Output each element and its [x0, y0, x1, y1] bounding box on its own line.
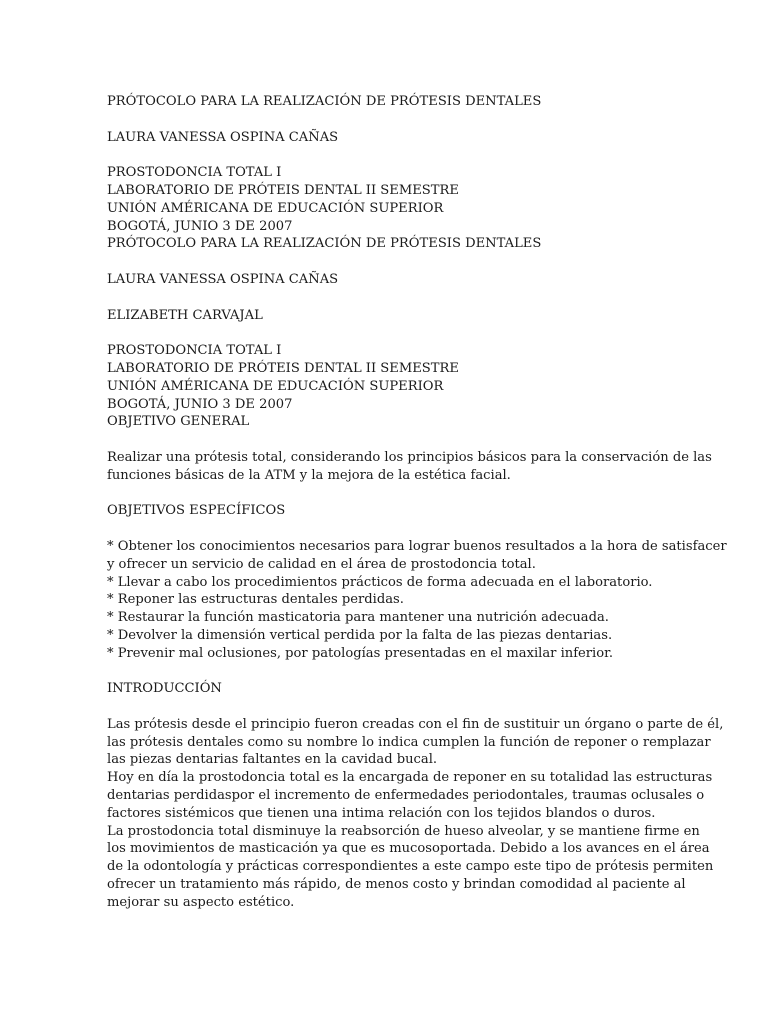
date-line: BOGOTÁ, JUNIO 3 DE 2007	[107, 218, 293, 234]
paragraph-line: factores sistémicos que tienen una intima relación con los tejidos blandos o duros.	[107, 805, 656, 821]
document-title-repeat: PRÓTOCOLO PARA LA REALIZACIÓN DE PRÓTESIS DENTALES	[107, 236, 542, 252]
course-name-repeat: PROSTODONCIA TOTAL I	[107, 343, 282, 359]
institution-name: UNIÓN AMÉRICANA DE EDUCACIÓN SUPERIOR	[107, 200, 444, 216]
paragraph-line: Las prótesis desde el principio fueron creadas con el fin de sustituir un órgano o parte de él,	[107, 716, 724, 732]
list-item: * Devolver la dimensión vertical perdida por la falta de las piezas dentarias.	[107, 627, 613, 643]
advisor-name: ELIZABETH CARVAJAL	[107, 307, 263, 323]
lab-name: LABORATORIO DE PRÓTEIS DENTAL II SEMESTRE	[107, 182, 459, 198]
paragraph-line: Hoy en día la prostodoncia total es la encargada de reponer en su totalidad las estructuras	[107, 770, 713, 786]
paragraph-line: las prótesis dentales como su nombre lo indica cumplen la función de reponer o remplazar	[107, 734, 711, 750]
header-block	[107, 93, 663, 431]
paragraph-line: ofrecer un tratamiento más rápido, de menos costo y brindan comodidad al paciente al	[107, 877, 686, 893]
paragraph-line: los movimientos de masticación ya que es mucosoportada. Debido a los avances en el área	[107, 841, 710, 857]
paragraph-line: las piezas dentarias faltantes en la cavidad bucal.	[107, 752, 438, 768]
list-item-continuation: y ofrecer un servicio de calidad en el área de prostodoncia total.	[107, 556, 536, 572]
document-title: PRÓTOCOLO PARA LA REALIZACIÓN DE PRÓTESIS DENTALES	[107, 94, 542, 109]
introduccion-paragraph	[107, 716, 724, 912]
institution-name-repeat: UNIÓN AMÉRICANA DE EDUCACIÓN SUPERIOR	[107, 378, 444, 394]
objetivo-general-paragraph	[107, 449, 712, 485]
paragraph-line: de la odontología y prácticas correspondientes a este campo este tipo de prótesis permiten	[107, 859, 714, 875]
author-name-repeat: LAURA VANESSA OSPINA CAÑAS	[107, 271, 339, 287]
paragraph-line: dentarias perdidaspor el incremento de enfermedades periodontales, traumas oclusales o	[107, 788, 705, 804]
document-body	[107, 93, 727, 912]
paragraph-line: Realizar una prótesis total, considerando los principios básicos para la conservación de las	[107, 449, 712, 465]
objetivos-especificos-heading: OBJETIVOS ESPECÍFICOS	[107, 503, 286, 519]
objetivos-especificos-list	[107, 538, 727, 663]
paragraph-line: La prostodoncia total disminuye la reabsorción de hueso alveolar, y se mantiene firme en	[107, 823, 700, 839]
objetivo-general-heading: OBJETIVO GENERAL	[107, 414, 250, 430]
list-item: * Reponer las estructuras dentales perdidas.	[107, 592, 404, 608]
paragraph-line: funciones básicas de la ATM y la mejora de la estética facial.	[107, 467, 511, 483]
course-name: PROSTODONCIA TOTAL I	[107, 165, 282, 181]
list-item: * Prevenir mal oclusiones, por patologías presentadas en el maxilar inferior.	[107, 645, 614, 661]
paragraph-line: mejorar su aspecto estético.	[107, 894, 295, 910]
introduccion-heading: INTRODUCCIÓN	[107, 681, 222, 697]
list-item: * Llevar a cabo los procedimientos prácticos de forma adecuada en el laboratorio.	[107, 574, 653, 590]
date-line-repeat: BOGOTÁ, JUNIO 3 DE 2007	[107, 396, 293, 412]
list-item: * Restaurar la función masticatoria para mantener una nutrición adecuada.	[107, 610, 609, 626]
lab-name-repeat: LABORATORIO DE PRÓTEIS DENTAL II SEMESTRE	[107, 360, 459, 376]
author-name: LAURA VANESSA OSPINA CAÑAS	[107, 129, 339, 145]
list-item: * Obtener los conocimientos necesarios para lograr buenos resultados a la hora de satisfacer	[107, 538, 727, 554]
